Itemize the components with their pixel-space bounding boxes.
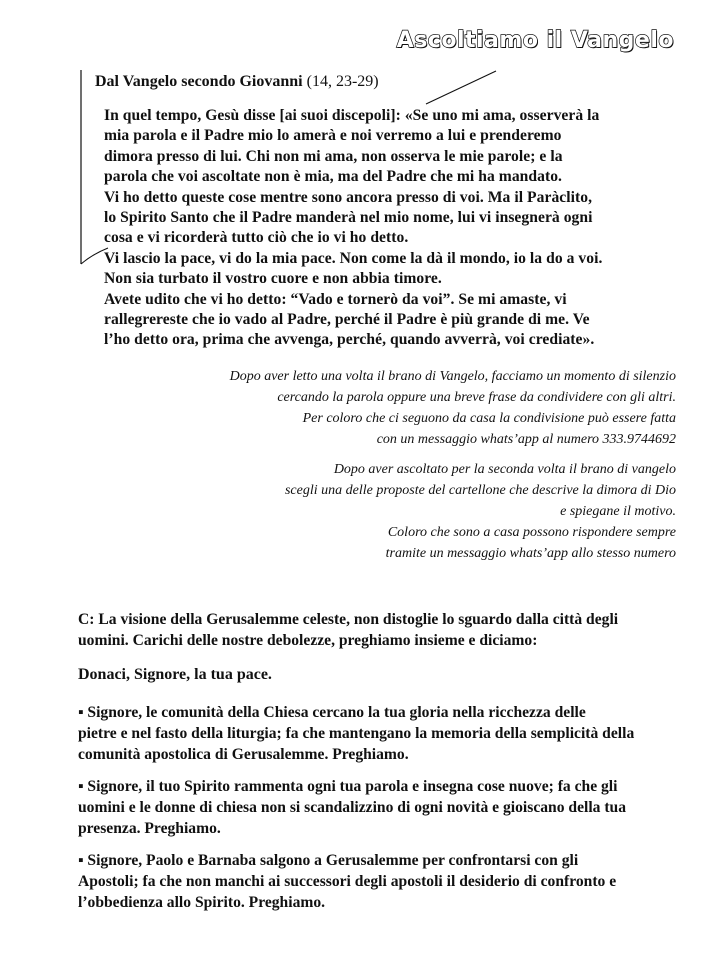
gospel-line: l’ho detto ora, prima che avvenga, perché, quando avverrà, voi crediate». [104,331,595,349]
instruction-line: e spiegane il motivo. [560,504,676,519]
gospel-line: In quel tempo, Gesù disse [ai suoi discepoli]: «Se uno mi ama, osserverà la [104,107,600,124]
gospel-line: Non sia turbato il vostro cuore e non abbia timore. [104,270,442,288]
gospel-line: Vi ho detto queste cose mentre sono ancora presso di voi. Ma il Paràclito, [104,188,593,206]
gospel-line: dimora presso di lui. Chi non mi ama, non osserva le mie parole; e la [104,147,563,165]
prayer-intro-line: C: La visione della Gerusalemme celeste, non distoglie lo sguardo dalla città degli [78,611,619,628]
intention-line: ▪ Signore, il tuo Spirito rammenta ogni tua parola e insegna cose nuove; fa che gli [78,778,618,795]
instruction-line: Dopo aver letto una volta il brano di Vangelo, facciamo un momento di silenzio [229,369,676,384]
intention-line: ▪ Signore, Paolo e Barnaba salgono a Gerusalemme per confrontarsi con gli [78,852,579,869]
intention-line: comunità apostolica di Gerusalemme. Preghiamo. [78,746,409,763]
instruction-line: tramite un messaggio whats’app allo stesso numero [385,546,676,561]
gospel-text [104,106,664,351]
gospel-source-reference: (14, 23-29) [306,73,379,90]
page-title: Ascoltiamo il Vangelo [396,28,674,53]
prayer-intention [78,702,678,765]
instruction-line: con un messaggio whats’app al numero 333.9744692 [376,432,676,447]
gospel-line: lo Spirito Santo che il Padre manderà nel mio nome, lui vi insegnerà ogni [104,209,593,227]
gospel-line: rallegrereste che io vado al Padre, perché il Padre è più grande di me. Ve [104,311,590,329]
intention-line: Apostoli; fa che non manchi ai successori degli apostoli il desiderio di confronto e [78,873,617,890]
prayer-introduction [78,609,658,651]
instruction-line: scegli una delle proposte del cartellone che descrive la dimora di Dio [284,483,676,498]
second-reading-instructions [116,459,676,564]
intention-line: l’obbedienza allo Spirito. Preghiamo. [78,894,326,911]
intention-line: presenza. Preghiamo. [78,820,221,837]
instruction-line: cercando la parola oppure una breve frase da condividere con gli altri. [277,390,676,405]
gospel-source-name: Dal Vangelo secondo Giovanni [95,73,303,90]
prayer-intention [78,850,678,913]
gospel-line: parola che voi ascoltate non è mia, ma del Padre che mi ha mandato. [104,168,562,186]
first-reading-instructions [116,366,676,450]
prayer-intention [78,776,678,839]
intention-line: ▪ Signore, le comunità della Chiesa cercano la tua gloria nella ricchezza delle [78,704,586,721]
instruction-line: Coloro che sono a casa possono rispondere sempre [387,525,676,540]
prayer-intro-line: uomini. Carichi delle nostre debolezze, preghiamo insieme e diciamo: [78,632,538,649]
gospel-line: cosa e vi ricorderà tutto ciò che io vi ho detto. [104,229,409,247]
intention-line: uomini e le donne di chiesa non si scandalizzino di ogni novità e gioiscano della tua [78,799,627,816]
instruction-line: Per coloro che ci seguono da casa la condivisione può essere fatta [302,411,676,426]
gospel-line: mia parola e il Padre mio lo amerà e noi verremo a lui e prenderemo [104,127,562,145]
prayer-response: Donaci, Signore, la tua pace. [78,666,272,683]
gospel-line: Vi lascio la pace, vi do la mia pace. Non come la dà il mondo, io la do a voi. [104,249,603,267]
instruction-line: Dopo aver ascoltato per la seconda volta il brano di vangelo [333,462,676,477]
gospel-line: Avete udito che vi ho detto: “Vado e tornerò da voi”. Se mi amaste, vi [104,290,567,308]
intention-line: pietre e nel fasto della liturgia; fa che mantengano la memoria della semplicità della [78,725,635,742]
gospel-source [95,72,379,92]
